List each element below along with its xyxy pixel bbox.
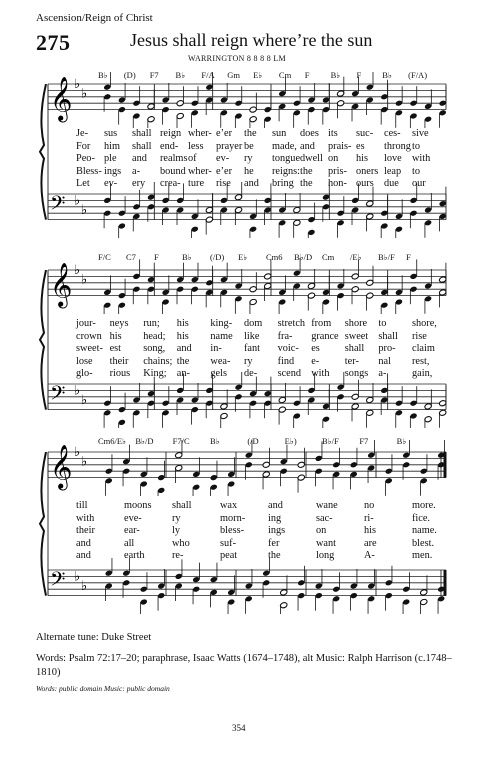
lyric-syllable: dom — [244, 318, 263, 329]
lyric-syllable: rise — [412, 330, 427, 342]
lyric-syllable: ces- — [384, 128, 401, 139]
lyric-syllable: For — [76, 140, 91, 152]
lyric-syllable: and — [176, 343, 192, 355]
lyric-syllable: ple — [104, 153, 117, 165]
lyric-syllable: jour- — [76, 318, 96, 329]
lyric-syllable: their — [76, 525, 95, 537]
chord-symbol: B♭/F — [378, 252, 395, 262]
lyric-syllable: ev- — [216, 153, 230, 165]
lyric-syllable: the — [268, 550, 281, 562]
lyric-syllable: their — [109, 355, 129, 367]
lyric-syllable: the — [300, 165, 313, 177]
chord-symbol: Cm — [278, 70, 292, 80]
lyric-syllable: pris- — [328, 165, 347, 177]
lyric-syllable: ings — [104, 165, 122, 177]
chord-symbol: B♭ — [330, 70, 341, 80]
lyric-syllable: gels — [210, 368, 227, 380]
lyric-syllable: voic- — [277, 343, 299, 355]
svg-text:♭: ♭ — [81, 86, 88, 102]
lyric-syllable: suf- — [220, 537, 237, 549]
lyric-syllable: the — [244, 128, 257, 139]
lyric-syllable: who — [172, 537, 190, 549]
lyric-syllable: his — [356, 153, 369, 165]
lyric-syllable: ear- — [124, 525, 140, 537]
lyric-syllable: blest. — [412, 537, 435, 549]
lyric-syllable: leap — [384, 165, 402, 177]
lyric-syllable: ry — [244, 355, 253, 367]
lyric-syllable: fra- — [277, 330, 293, 342]
lyric-syllable: and — [132, 153, 147, 165]
treble-clef-icon: 𝄞 — [50, 444, 73, 489]
lyric-syllable: with — [412, 153, 431, 165]
lyric-syllable: his — [176, 318, 189, 329]
treble-staff — [0, 440, 480, 496]
lyric-syllable: re- — [172, 550, 184, 562]
hymn-title: Jesus shall reign where’re the sun — [130, 30, 373, 50]
lyric-syllable: Bless- — [76, 165, 102, 177]
chord-symbol: Gm — [227, 70, 240, 80]
svg-text:♭: ♭ — [74, 569, 81, 585]
chord-symbol: B♭/D — [294, 252, 313, 262]
lyric-syllable: be — [244, 140, 254, 152]
lyric-syllable: and — [300, 140, 315, 152]
chord-symbol: C7 — [126, 252, 136, 262]
lyric-syllable: scend — [277, 368, 302, 380]
section-heading: Ascension/Reign of Christ — [36, 12, 153, 24]
lyric-syllable: gain, — [412, 368, 433, 380]
lyric-syllable: shore — [344, 318, 368, 329]
lyric-syllable: find — [277, 355, 295, 367]
lyric-syllable: prayer — [216, 140, 243, 152]
chord-symbol: F/A — [201, 70, 215, 80]
lyric-syllable: moons — [124, 500, 152, 511]
lyric-syllable: eve- — [124, 512, 142, 524]
tune-name: WARRINGTON 8 8 8 8 LM — [188, 54, 286, 63]
lyric-syllable: ings — [268, 525, 286, 537]
chord-symbol: /E♭ — [350, 252, 362, 262]
lyric-syllable: de- — [244, 368, 258, 380]
chord-symbol: F7 — [149, 70, 159, 80]
lyric-syllable: ry — [244, 153, 253, 165]
chord-symbol: B♭/D — [135, 436, 154, 446]
lyric-syllable: his — [109, 330, 122, 342]
lyric-syllable: no — [364, 500, 375, 511]
system-brace — [36, 452, 56, 610]
lyric-syllable: till — [76, 500, 88, 511]
lyric-syllable: on — [316, 525, 327, 537]
lyric-syllable: fant — [244, 343, 261, 355]
lyric-syllable: Peo- — [76, 153, 95, 165]
lyric-syllable: shall — [132, 128, 152, 139]
system-brace — [36, 84, 56, 234]
lyric-syllable: sive — [412, 128, 429, 139]
lyric-syllable: name. — [412, 525, 437, 537]
bass-clef-icon: 𝄢 — [50, 381, 66, 410]
lyric-syllable: crea- — [160, 178, 181, 190]
lyric-syllable: less — [188, 140, 204, 152]
alternate-tune: Alternate tune: Duke Street — [36, 632, 152, 643]
lyric-syllable: ly — [172, 525, 181, 537]
chord-symbol: E♭) — [284, 436, 297, 446]
lyric-syllable: run; — [143, 318, 160, 329]
lyric-syllable: all — [124, 537, 135, 549]
lyric-syllable: ry — [172, 512, 181, 524]
lyric-syllable: e’er — [216, 165, 232, 177]
lyric-syllable: pro- — [378, 343, 396, 355]
bass-staff — [0, 372, 480, 428]
lyric-syllable: his — [176, 330, 189, 342]
lyric-syllable: crown — [76, 330, 102, 342]
lyric-syllable: men. — [412, 550, 433, 562]
chord-symbol: B♭/F — [322, 436, 339, 446]
lyric-syllable: bring — [272, 178, 294, 190]
lyric-syllable: he — [244, 165, 254, 177]
lyric-syllable: est — [109, 343, 122, 355]
lyric-syllable: prais- — [328, 140, 352, 152]
lyric-syllable: want — [316, 537, 337, 549]
chord-symbol: (/D) — [210, 252, 225, 262]
lyric-syllable: king- — [210, 318, 233, 329]
lyric-syllable: hon- — [328, 178, 347, 190]
chord-symbol: E♭ — [253, 70, 263, 80]
lyric-syllable: ours — [356, 178, 374, 190]
chord-symbol: (F/A) — [408, 70, 428, 80]
lyric-syllable: with — [311, 368, 330, 380]
lyric-syllable: glo- — [76, 368, 93, 380]
lyric-syllable: sun — [272, 128, 287, 139]
lyric-syllable: morn- — [220, 512, 246, 524]
svg-text:♭: ♭ — [81, 272, 88, 288]
lyric-syllable: and — [76, 537, 91, 549]
lyric-syllable: neys — [109, 318, 129, 329]
lyric-syllable: love — [384, 153, 402, 165]
lyric-syllable: on — [328, 153, 339, 165]
lyric-syllable: oners — [356, 165, 379, 177]
lyric-syllable: his — [364, 525, 377, 537]
lyric-syllable: and — [244, 178, 259, 190]
lyric-syllable: songs — [344, 368, 369, 380]
lyric-syllable: end- — [160, 140, 179, 152]
lyric-syllable: ery — [132, 178, 146, 190]
lyric-syllable: of — [188, 153, 197, 165]
chord-symbol: F — [154, 252, 159, 262]
lyric-syllable: es — [356, 140, 365, 152]
chord-symbol: B♭ — [396, 436, 407, 446]
lyric-syllable: wher- — [188, 128, 212, 139]
svg-text:♭: ♭ — [74, 77, 81, 92]
chord-symbol: F/C — [98, 252, 111, 262]
lyric-syllable: a- — [132, 165, 140, 177]
svg-text:♭: ♭ — [81, 393, 88, 408]
system-brace — [36, 270, 56, 424]
lyric-syllable: our — [412, 178, 426, 190]
lyric-syllable: shall — [378, 330, 398, 342]
lyric-syllable: dwell — [300, 153, 323, 165]
lyric-syllable: e’er — [216, 128, 232, 139]
lyric-syllable: shore, — [412, 318, 437, 329]
chord-symbol: B♭ — [182, 252, 192, 262]
chord-symbol: F — [406, 252, 411, 262]
lyric-syllable: bound — [160, 165, 186, 177]
chord-symbol: Cm — [322, 252, 335, 262]
bass-staff — [0, 182, 480, 238]
lyric-syllable: ev- — [104, 178, 118, 190]
lyric-syllable: wea- — [210, 355, 231, 367]
lyric-syllable: rious — [109, 368, 131, 380]
lyric-syllable: song, — [143, 343, 166, 355]
lyric-syllable: peat — [220, 550, 238, 562]
lyric-syllable: a- — [378, 368, 387, 380]
lyric-syllable: rise — [216, 178, 231, 190]
lyric-syllable: sweet — [344, 330, 369, 342]
lyric-syllable: throng — [384, 140, 411, 152]
svg-text:♭: ♭ — [74, 193, 81, 209]
lyric-syllable: A- — [364, 550, 375, 562]
bass-clef-icon: 𝄢 — [50, 567, 66, 596]
svg-text:♭: ♭ — [74, 383, 81, 399]
lyric-syllable: ing — [268, 512, 282, 524]
lyric-syllable: the — [176, 355, 190, 367]
lyric-syllable: shall — [344, 343, 365, 355]
svg-text:♭: ♭ — [81, 203, 88, 218]
lyric-syllable: fer — [268, 537, 280, 549]
lyric-syllable: nal — [378, 355, 391, 367]
lyric-syllable: bless- — [220, 525, 245, 537]
chord-symbol: (D) — [123, 70, 136, 80]
treble-staff — [0, 72, 480, 128]
lyric-syllable: in- — [210, 343, 222, 355]
lyric-syllable: wher- — [188, 165, 212, 177]
lyric-syllable: grance — [311, 330, 339, 342]
lyric-syllable: to — [378, 318, 387, 329]
lyric-syllable: the — [300, 178, 313, 190]
chord-symbol: B♭ — [175, 70, 186, 80]
chord-symbol: F — [304, 70, 310, 80]
bass-clef-icon: 𝄢 — [50, 191, 66, 220]
page-number: 354 — [232, 723, 246, 733]
hymn-number: 275 — [36, 30, 71, 55]
lyric-syllable: ter- — [344, 355, 359, 367]
chord-symbol: Cm6/E♭ — [98, 436, 127, 446]
chord-symbol: F — [356, 70, 362, 80]
lyric-syllable: him — [104, 140, 121, 152]
lyric-syllable: fice. — [412, 512, 431, 524]
lyric-syllable: made, — [272, 140, 297, 152]
lyric-syllable: sweet- — [76, 343, 103, 355]
lyric-syllable: like — [244, 330, 260, 342]
lyric-syllable: King; — [143, 368, 167, 380]
chord-symbol: E♭ — [238, 252, 248, 262]
lyric-syllable: ture — [188, 178, 205, 190]
lyric-syllable: es — [311, 343, 320, 355]
lyric-syllable: shall — [172, 500, 192, 511]
lyric-syllable: chains; — [143, 355, 173, 367]
lyric-syllable: realms — [160, 153, 188, 165]
svg-text:♭: ♭ — [74, 445, 81, 460]
lyric-syllable: shall — [132, 140, 152, 152]
lyric-syllable: sac- — [316, 512, 333, 524]
lyric-syllable: from — [311, 318, 332, 329]
lyric-syllable: e- — [311, 355, 320, 367]
lyric-syllable: suc- — [356, 128, 374, 139]
lyric-syllable: sus — [104, 128, 118, 139]
lyric-syllable: more. — [412, 500, 436, 511]
lyric-syllable: Let — [76, 178, 90, 190]
lyric-syllable: and — [268, 500, 283, 511]
lyric-syllable: ri- — [364, 512, 374, 524]
lyric-syllable: wane — [316, 500, 338, 511]
lyric-syllable: due — [384, 178, 399, 190]
lyric-syllable: long — [316, 550, 335, 562]
lyric-syllable: Je- — [76, 128, 89, 139]
bass-staff — [0, 558, 480, 614]
treble-staff — [0, 258, 480, 314]
lyric-syllable: to — [412, 165, 421, 177]
lyric-syllable: are — [364, 537, 377, 549]
svg-text:♭: ♭ — [81, 454, 88, 470]
chord-symbol: B♭ — [98, 70, 108, 80]
lyric-syllable: wax — [220, 500, 238, 511]
lyric-syllable: its — [328, 128, 338, 139]
lyric-syllable: name — [210, 330, 233, 342]
lyric-syllable: claim — [412, 343, 435, 355]
treble-clef-icon: 𝄞 — [50, 262, 73, 307]
lyric-syllable: with — [76, 512, 95, 524]
lyric-syllable: lose — [76, 355, 93, 367]
credits: Words: Psalm 72:17–20; paraphrase, Isaac Watts (1674–1748), alt Music: Ralph Harrison (c.1748–1810) — [36, 653, 452, 678]
treble-clef-icon: 𝄞 — [50, 76, 73, 121]
chord-symbol: F7 — [359, 436, 369, 446]
lyric-syllable: to — [412, 140, 421, 152]
svg-text:♭: ♭ — [74, 263, 81, 278]
lyric-syllable: does — [300, 128, 319, 139]
lyric-syllable: stretch — [277, 318, 306, 329]
lyric-syllable: reigns: — [272, 165, 301, 177]
lyric-syllable: head; — [143, 330, 166, 342]
lyric-syllable: rest, — [412, 355, 430, 367]
chord-symbol: Cm6 — [266, 252, 283, 262]
chord-symbol: F7/C — [172, 436, 190, 446]
lyric-syllable: reign — [160, 128, 182, 139]
chord-symbol: B♭ — [210, 436, 220, 446]
lyric-syllable: tongue — [272, 153, 301, 165]
chord-symbol: (/D — [247, 436, 259, 446]
chord-symbol: B♭ — [382, 70, 392, 80]
lyric-syllable: an- — [176, 368, 190, 380]
copyright-note: Words: public domain Music: public domain — [36, 684, 170, 693]
lyric-syllable: and — [76, 550, 91, 562]
svg-text:♭: ♭ — [81, 579, 88, 594]
lyric-syllable: earth — [124, 550, 145, 562]
